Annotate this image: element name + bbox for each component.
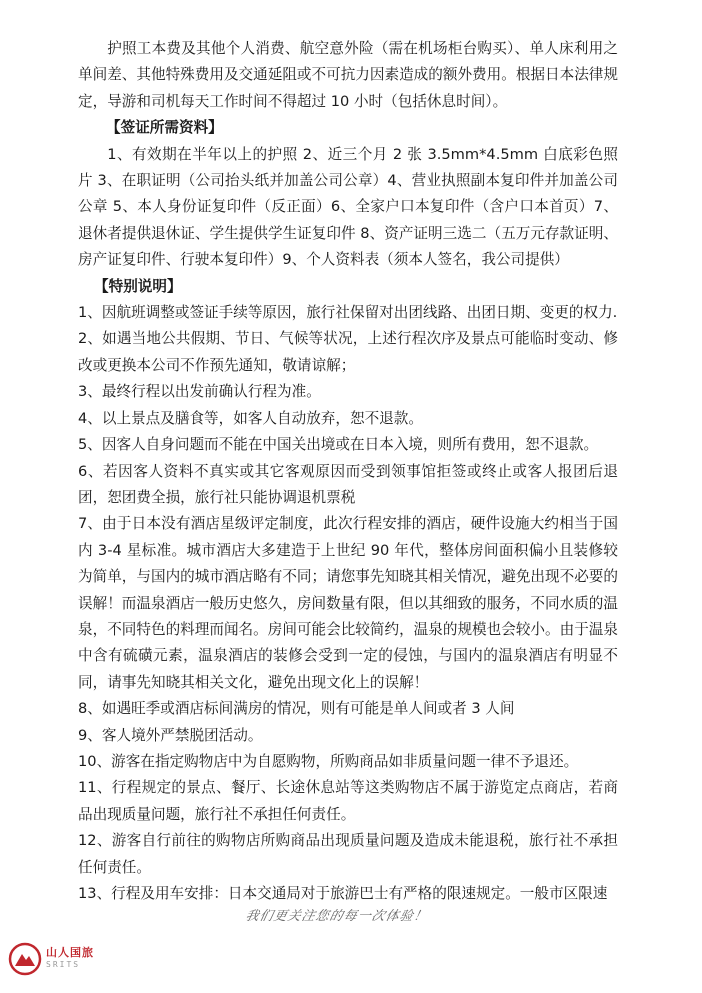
special-item: 7、由于日本没有酒店星级评定制度，此次行程安排的酒店，硬件设施大约相当于国内 3-4 星标准。城市酒店大多建造于上世纪 90 年代，整体房间面积偏小且装修较为简单，与国内的城市酒店略有不同；请您事先知晓其相关情况，避免出现不必要的误解！而温泉酒店一般历史悠久，房间数量有限，但以其细致的服务，不同水质的温泉，不同特色的料理而闻名。房间可能会比较简约，温泉的规模也会较小。由于温泉中含有硫磺元素，温泉酒店的装修会受到一定的侵蚀，与国内的温泉酒店有明显不同，请事先知晓其相关文化，避免出现文化上的误解！ bbox=[78, 515, 618, 691]
special-item: 13、行程及用车安排：日本交通局对于旅游巴士有严格的限速规定。一般市区限速 bbox=[78, 885, 608, 902]
special-item: 10、游客在指定购物店中为自愿购物，所购商品如非质量问题一律不予退还。 bbox=[78, 752, 579, 770]
visa-heading: 【签证所需资料】 bbox=[106, 119, 223, 137]
visa-paragraph: 1、有效期在半年以上的护照 2、近三个月 2 张 3.5mm*4.5mm 白底彩色照片 3、在职证明（公司抬头纸并加盖公司公章）4、营业执照副本复印件并加盖公司公章 5、本人身份证复印件（反正面）6、全家户口本复印件（含户口本首页）7、退休者提供退休证、学生提供学生证复印件 8、资产证明三选二（五万元存款证明、房产证复印件、行驶本复印件）9、个人资料表（须本人签名，我公司提供） bbox=[78, 145, 618, 269]
logo-name-cn: 山人国旅 bbox=[46, 946, 94, 959]
special-item: 6、若因客人资料不真实或其它客观原因而受到领事馆拒签或终止或客人报团后退团，恕团费全损，旅行社只能协调退机票税 bbox=[78, 462, 618, 506]
special-item: 11、行程规定的景点、餐厅、长途休息站等这类购物店不属于游览定点商店，若商品出现质量问题，旅行社不承担任何责任。 bbox=[78, 779, 618, 823]
company-logo bbox=[8, 942, 94, 976]
logo-emblem-icon bbox=[8, 942, 42, 976]
special-item: 1、因航班调整或签证手续等原因，旅行社保留对出团线路、出团日期、变更的权力. bbox=[78, 304, 618, 322]
special-item: 12、游客自行前往的购物店所购商品出现质量问题及造成未能退税，旅行社不承担任何责任。 bbox=[78, 832, 618, 876]
document-body bbox=[78, 36, 618, 907]
special-item: 9、客人境外严禁脱团活动。 bbox=[78, 726, 263, 744]
special-heading: 【特别说明】 bbox=[94, 277, 182, 295]
logo-name-en: SRITS bbox=[46, 960, 81, 969]
special-item: 3、最终行程以出发前确认行程为准。 bbox=[78, 383, 321, 401]
intro-paragraph: 护照工本费及其他个人消费、航空意外险（需在机场柜台购买）、单人床利用之单间差、其他特殊费用及交通延阻或不可抗力因素造成的额外费用。根据日本法律规定，导游和司机每天工作时间不得超过 10 小时（包括休息时间）。 bbox=[78, 40, 618, 110]
special-item: 8、如遇旺季或酒店标间满房的情况，则有可能是单人间或者 3 人间 bbox=[78, 700, 515, 718]
special-item: 2、如遇当地公共假期、节日、气候等状况，上述行程次序及景点可能临时变动、修改或更换本公司不作预先通知，敬请谅解； bbox=[78, 330, 618, 374]
handwritten-signature: 我们更关注您的每一次体验！ bbox=[243, 909, 430, 924]
special-item: 5、因客人自身问题而不能在中国关出境或在日本入境，则所有费用，恕不退款。 bbox=[78, 436, 599, 454]
special-item: 4、以上景点及膳食等，如客人自动放弃，恕不退款。 bbox=[78, 409, 423, 427]
